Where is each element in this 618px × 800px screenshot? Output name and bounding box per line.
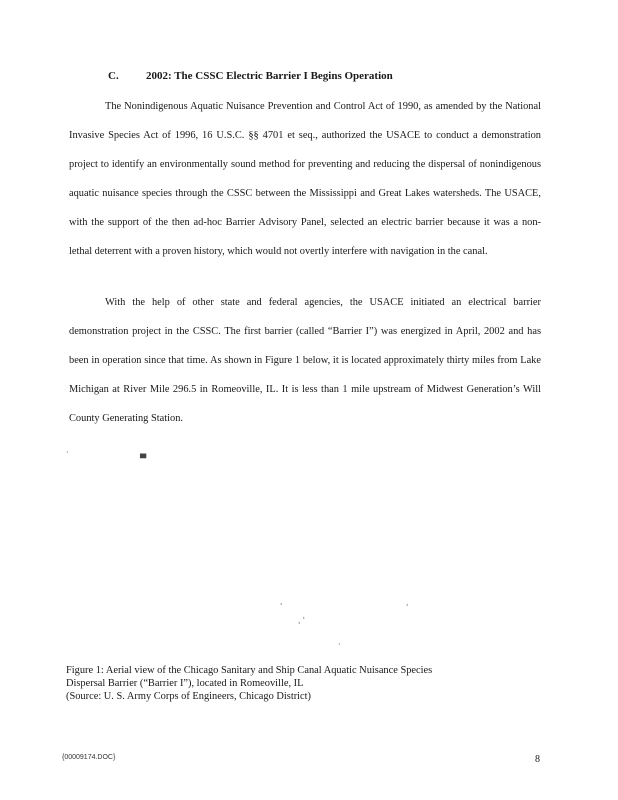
paragraph-2 — [69, 288, 541, 433]
caption-line-1: Figure 1: Aerial view of the Chicago Sanitary and Ship Canal Aquatic Nuisance Species — [66, 665, 433, 676]
figure-caption — [66, 664, 536, 703]
figure-artifact: ˌ ˈ — [298, 616, 305, 625]
section-heading — [108, 70, 528, 82]
caption-line-2: Dispersal Barrier (“Barrier I”), located in Romeoville, IL — [66, 678, 304, 689]
paragraph-2-text: With the help of other state and federal agencies, the USACE initiated an electrical barrier demonstration project in the CSSC. The first barrier (called “Barrier I”) was energized in April, 2002 and has been in operation since that time. As shown in Figure 1 below, it is located approximately thirty miles from Lake Michigan at River Mile 296.5 in Romeoville, IL. It is less than 1 mile upstream of Midwest Generation’s Will County Generating Station. — [69, 297, 541, 424]
figure-artifact: ▀ — [140, 454, 147, 463]
document-id: {00009174.DOC} — [62, 754, 116, 761]
section-title: 2002: The CSSC Electric Barrier I Begins Operation — [146, 70, 393, 82]
figure-artifact: · — [338, 640, 341, 649]
figure-artifact: · — [66, 448, 69, 457]
figure-1-image — [66, 440, 536, 655]
section-letter: C. — [108, 70, 119, 82]
figure-artifact: ˈ — [406, 603, 409, 612]
figure-artifact: ˈ — [280, 602, 283, 611]
page-number: 8 — [535, 754, 540, 765]
caption-source: (Source: U. S. Army Corps of Engineers, Chicago District) — [66, 691, 312, 702]
paragraph-1-text: The Nonindigenous Aquatic Nuisance Prevention and Control Act of 1990, as amended by the National Invasive Species Act of 1996, 16 U.S.C. §§ 4701 et seq., authorized the USACE to conduct a demonstration project to identify an environmentally sound method for preventing and reducing the dispersal of nonindigenous aquatic nuisance species through the CSSC between the Mississippi and Great Lakes watersheds. The USACE, with the support of the then ad-hoc Barrier Advisory Panel, selected an electric barrier because it was a non-lethal deterrent with a proven history, which would not overtly interfere with navigation in the canal. — [69, 101, 541, 257]
paragraph-1 — [69, 92, 541, 266]
